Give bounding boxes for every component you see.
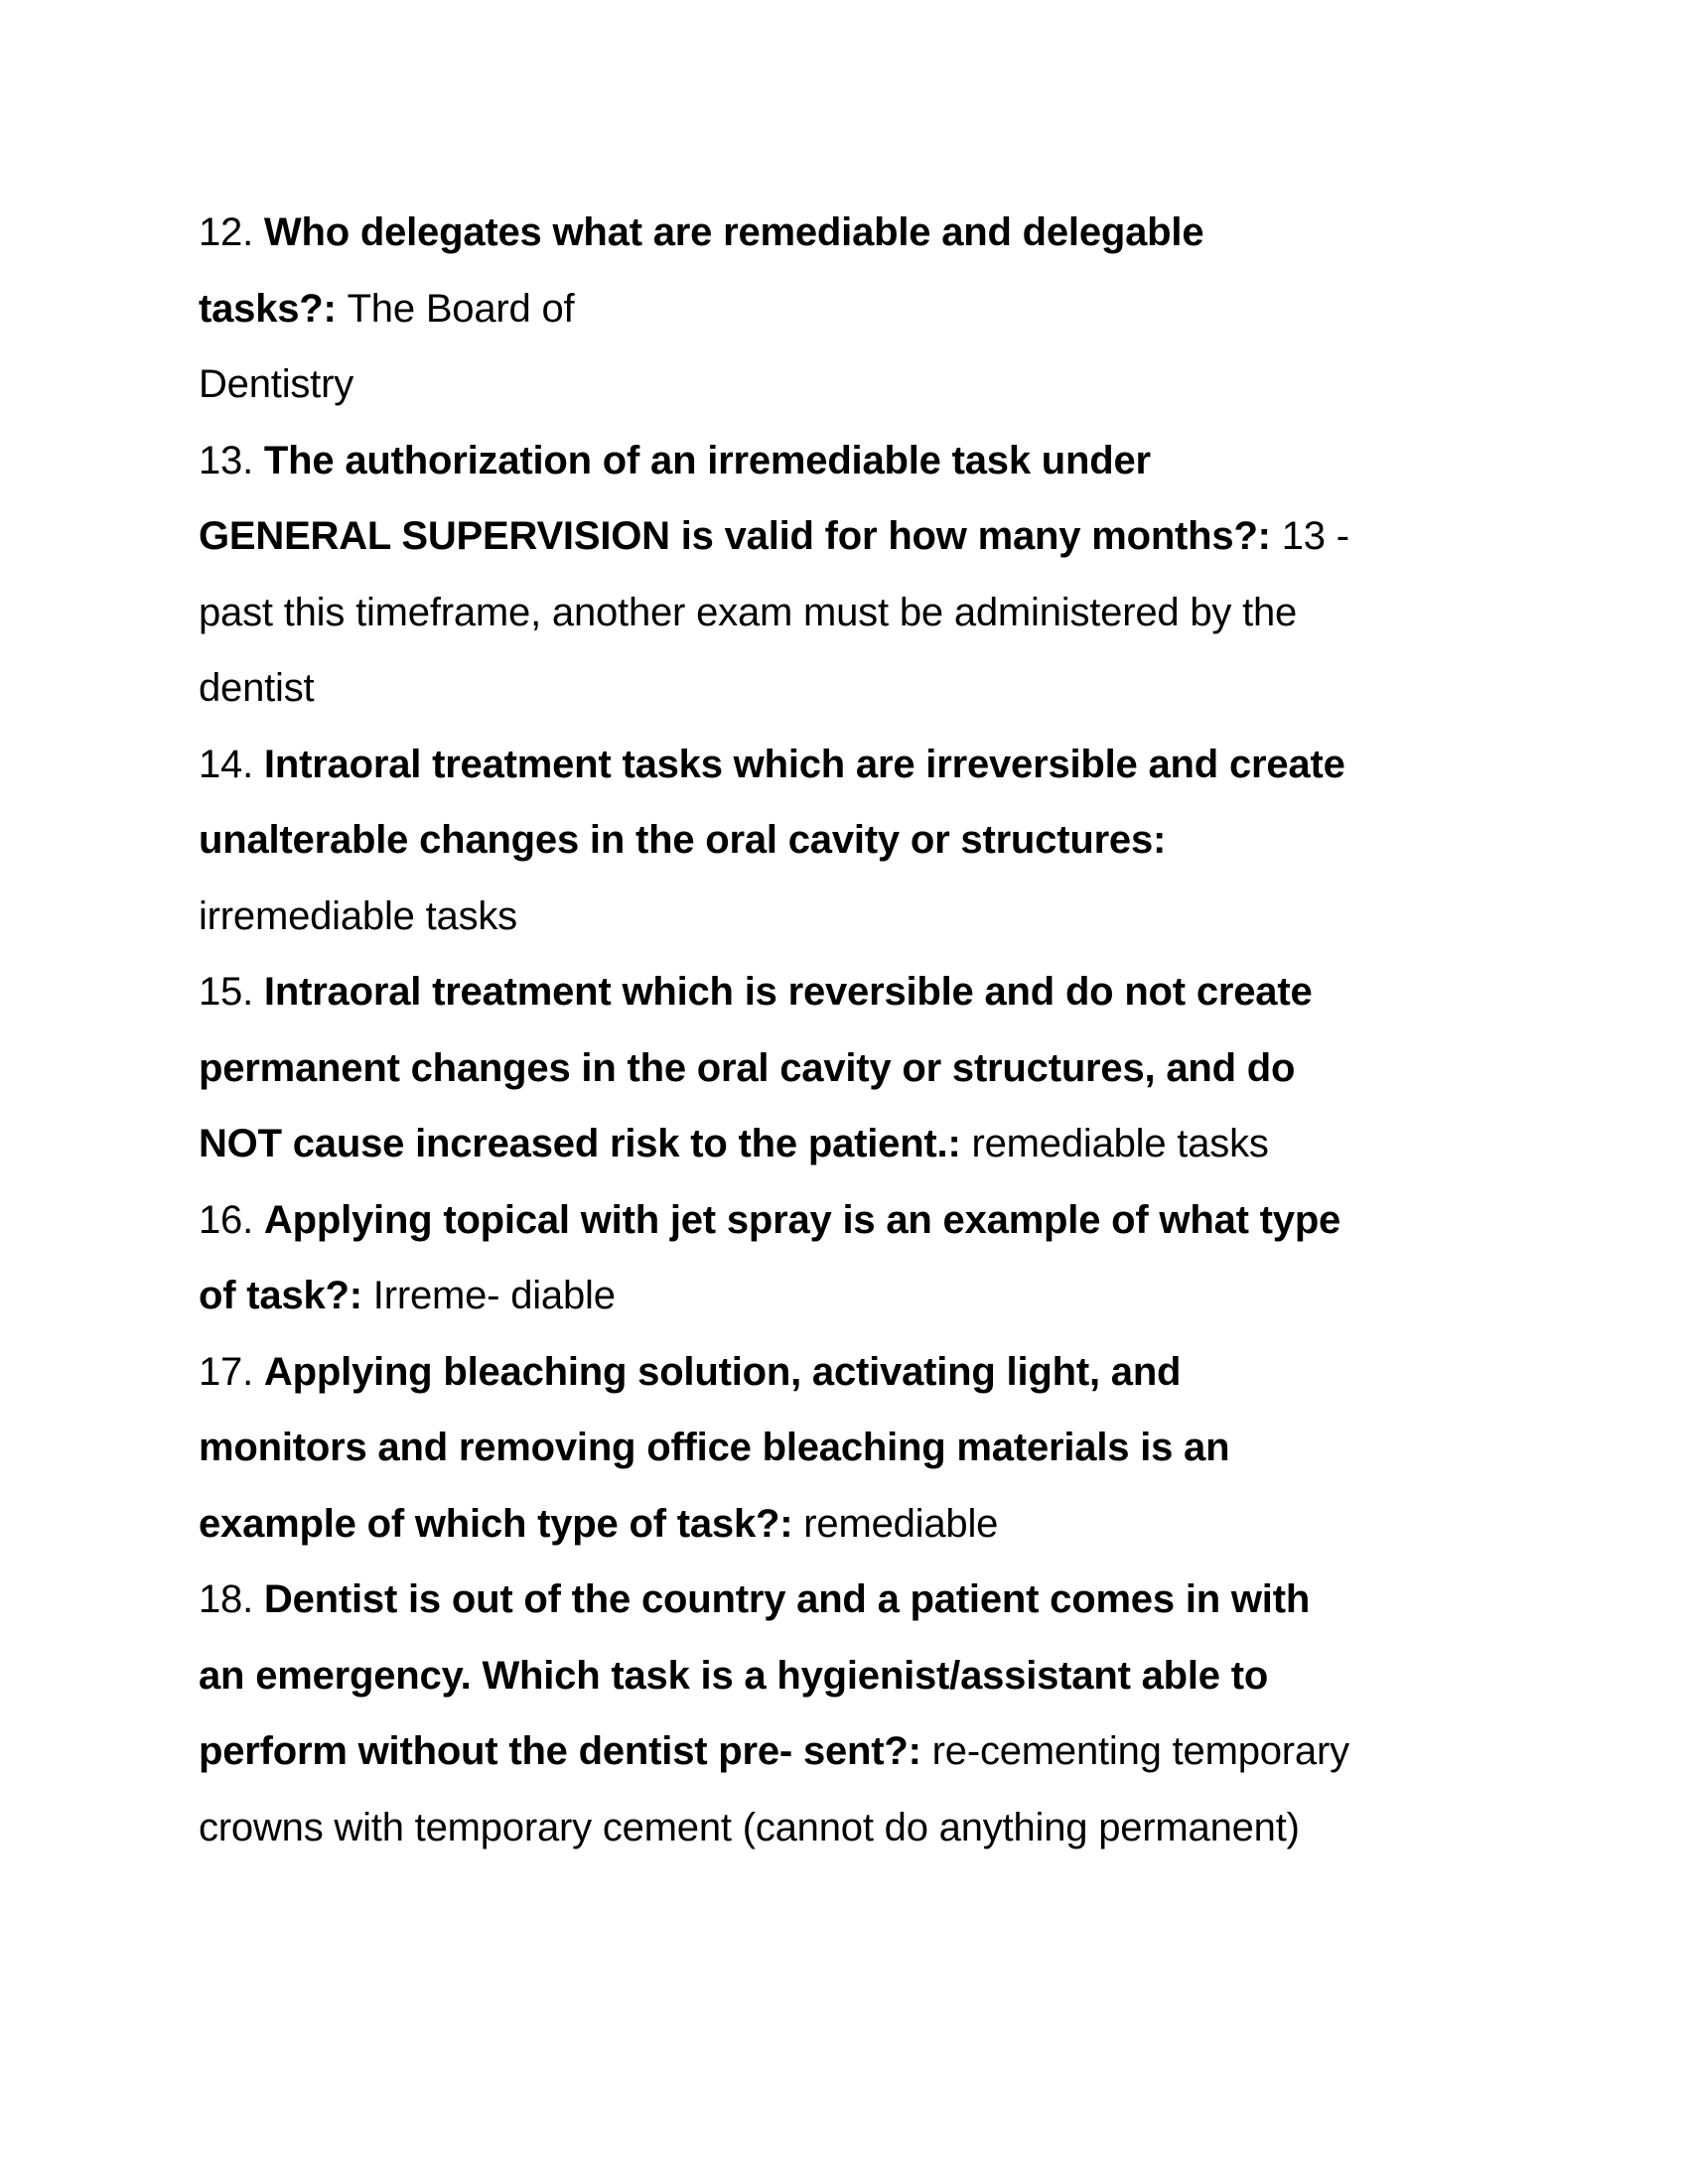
text-line bbox=[199, 954, 1509, 1030]
answer-text: past this timeframe, another exam must be administered by the bbox=[199, 590, 1298, 634]
answer-text: The Board of bbox=[347, 286, 575, 331]
question-text: tasks?: bbox=[199, 286, 348, 331]
question-text: Intraoral treatment which is reversible and do not create bbox=[263, 970, 1313, 1014]
question-text: perform without the dentist pre- sent?: bbox=[199, 1729, 932, 1773]
text-line bbox=[199, 1334, 1509, 1411]
qa-item-16 bbox=[199, 1182, 1509, 1334]
qa-item-18 bbox=[199, 1562, 1509, 1865]
question-text: an emergency. Which task is a hygienist/assistant able to bbox=[199, 1653, 1269, 1698]
answer-text: crowns with temporary cement (cannot do anything permanent) bbox=[199, 1805, 1300, 1849]
item-number: 15. bbox=[199, 970, 264, 1014]
answer-text: Irreme- diable bbox=[372, 1274, 616, 1317]
text-line bbox=[199, 423, 1509, 499]
text-line bbox=[199, 650, 1509, 727]
text-line bbox=[199, 802, 1509, 879]
answer-text: Dentistry bbox=[199, 362, 354, 406]
text-line bbox=[199, 346, 1509, 423]
answer-text: remediable bbox=[803, 1501, 999, 1546]
item-number: 18. bbox=[199, 1577, 264, 1621]
text-line bbox=[199, 498, 1509, 575]
answer-text: 13 - bbox=[1281, 514, 1349, 558]
text-line bbox=[199, 1258, 1509, 1334]
answer-text: re-cementing temporary bbox=[931, 1729, 1349, 1773]
question-text: example of which type of task?: bbox=[199, 1501, 804, 1546]
answer-text: dentist bbox=[199, 666, 315, 710]
text-line bbox=[199, 879, 1509, 955]
question-text: NOT cause increased risk to the patient.: bbox=[199, 1122, 972, 1165]
text-line bbox=[199, 271, 1509, 347]
question-text: GENERAL SUPERVISION is valid for how many months?: bbox=[199, 514, 1282, 558]
question-text: Dentist is out of the country and a patient comes in with bbox=[263, 1577, 1311, 1621]
item-number: 17. bbox=[199, 1349, 264, 1394]
qa-item-14 bbox=[199, 727, 1509, 955]
text-line bbox=[199, 1638, 1509, 1714]
text-line bbox=[199, 1790, 1509, 1866]
text-line bbox=[199, 1106, 1509, 1182]
answer-text: remediable tasks bbox=[971, 1122, 1269, 1165]
text-line bbox=[199, 575, 1509, 651]
text-line bbox=[199, 1030, 1509, 1107]
question-text: unalterable changes in the oral cavity or structures: bbox=[199, 818, 1167, 862]
question-text: The authorization of an irremediable task under bbox=[263, 438, 1151, 482]
qa-list bbox=[199, 195, 1509, 1865]
question-text: monitors and removing office bleaching materials is an bbox=[199, 1426, 1230, 1469]
text-line bbox=[199, 1410, 1509, 1486]
question-text: permanent changes in the oral cavity or structures, and do bbox=[199, 1045, 1296, 1090]
answer-text: irremediable tasks bbox=[199, 893, 517, 938]
qa-item-17 bbox=[199, 1334, 1509, 1563]
text-line bbox=[199, 195, 1509, 271]
text-line bbox=[199, 1486, 1509, 1563]
item-number: 16. bbox=[199, 1197, 264, 1242]
question-text: Applying bleaching solution, activating light, and bbox=[263, 1349, 1182, 1394]
text-line bbox=[199, 727, 1509, 803]
qa-item-15 bbox=[199, 954, 1509, 1182]
text-line bbox=[199, 1182, 1509, 1259]
item-number: 13. bbox=[199, 438, 264, 482]
item-number: 12. bbox=[199, 210, 264, 254]
text-line bbox=[199, 1562, 1509, 1638]
text-line bbox=[199, 1713, 1509, 1790]
item-number: 14. bbox=[199, 742, 264, 786]
qa-item-12 bbox=[199, 195, 1509, 423]
question-text: Intraoral treatment tasks which are irreversible and create bbox=[263, 742, 1345, 786]
question-text: Applying topical with jet spray is an example of what type bbox=[263, 1197, 1341, 1242]
question-text: of task?: bbox=[199, 1274, 373, 1317]
qa-item-13 bbox=[199, 423, 1509, 727]
question-text: Who delegates what are remediable and delegable bbox=[263, 210, 1204, 254]
